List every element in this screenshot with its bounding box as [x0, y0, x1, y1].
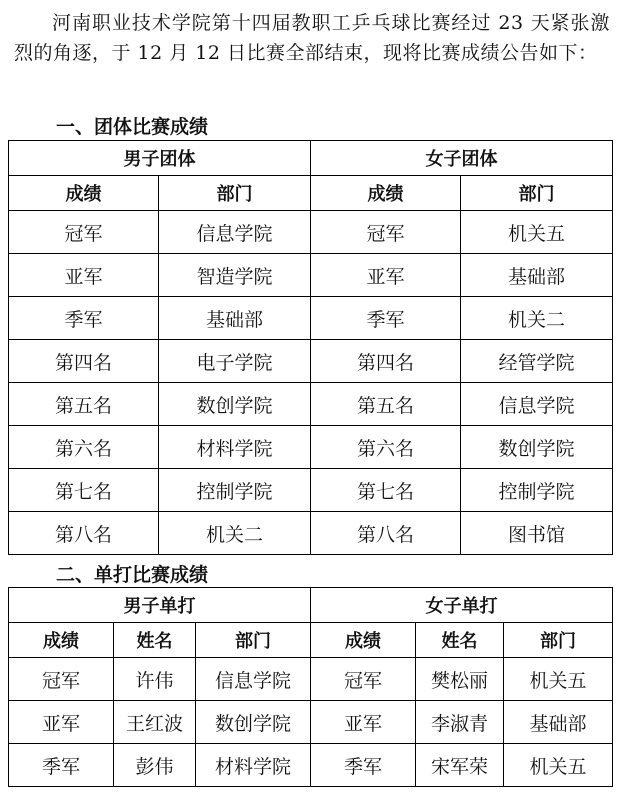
column-header-rank: 成绩 — [9, 623, 114, 658]
table-cell-m-dept: 数创学院 — [196, 701, 311, 744]
table-cell-m-dept: 信息学院 — [159, 211, 311, 254]
table-cell-m-dept: 材料学院 — [196, 744, 311, 787]
column-header-rank: 成绩 — [311, 623, 416, 658]
table-cell-m-rank: 冠军 — [9, 211, 159, 254]
table-cell-m-rank: 季军 — [9, 297, 159, 340]
table-cell-m-dept: 电子学院 — [159, 340, 311, 383]
table-row — [9, 383, 613, 426]
table-cell-w-rank: 亚军 — [311, 254, 461, 297]
men-singles-header: 男子单打 — [9, 588, 311, 623]
table-cell-w-dept: 数创学院 — [461, 426, 613, 469]
column-header-dept: 部门 — [196, 623, 311, 658]
table-cell-w-dept: 机关五 — [504, 744, 613, 787]
table-cell-m-name: 许伟 — [114, 658, 196, 701]
table-cell-w-dept: 控制学院 — [461, 469, 613, 512]
announcement-intro: 河南职业技术学院第十四届教职工乒乓球比赛经过 23 天紧张激烈的角逐，于 12 月 12 日比赛全部结束，现将比赛成绩公告如下： — [14, 12, 610, 64]
column-header-dept: 部门 — [504, 623, 613, 658]
table-row — [9, 701, 613, 744]
table-cell-m-rank: 第七名 — [9, 469, 159, 512]
women-singles-header: 女子单打 — [311, 588, 613, 623]
table-cell-w-rank: 第六名 — [311, 426, 461, 469]
table-row — [9, 426, 613, 469]
singles-section-title: 二、单打比赛成绩 — [56, 564, 209, 586]
column-header-dept: 部门 — [159, 176, 311, 211]
table-cell-m-rank: 季军 — [9, 744, 114, 787]
table-row — [9, 512, 613, 555]
table-cell-m-rank: 冠军 — [9, 658, 114, 701]
table-cell-w-rank: 冠军 — [311, 658, 416, 701]
table-cell-m-dept: 智造学院 — [159, 254, 311, 297]
table-cell-w-rank: 季军 — [311, 297, 461, 340]
table-cell-m-dept: 数创学院 — [159, 383, 311, 426]
table-cell-m-dept: 材料学院 — [159, 426, 311, 469]
table-cell-w-dept: 基础部 — [461, 254, 613, 297]
table-cell-m-dept: 信息学院 — [196, 658, 311, 701]
team-results-table — [8, 140, 613, 555]
table-cell-w-dept: 机关二 — [461, 297, 613, 340]
table-cell-w-dept: 机关五 — [461, 211, 613, 254]
table-row — [9, 254, 613, 297]
table-cell-m-rank: 第六名 — [9, 426, 159, 469]
table-cell-w-dept: 信息学院 — [461, 383, 613, 426]
table-cell-m-name: 王红波 — [114, 701, 196, 744]
table-row — [9, 297, 613, 340]
table-row — [9, 744, 613, 787]
table-cell-m-rank: 第四名 — [9, 340, 159, 383]
column-header-name: 姓名 — [114, 623, 196, 658]
table-cell-w-name: 樊松丽 — [416, 658, 504, 701]
table-cell-m-dept: 基础部 — [159, 297, 311, 340]
table-cell-w-rank: 第八名 — [311, 512, 461, 555]
table-cell-m-rank: 亚军 — [9, 701, 114, 744]
table-cell-w-rank: 第四名 — [311, 340, 461, 383]
table-cell-m-rank: 第五名 — [9, 383, 159, 426]
men-team-header: 男子团体 — [9, 141, 311, 176]
table-cell-w-dept: 机关五 — [504, 658, 613, 701]
singles-results-table — [8, 587, 613, 787]
table-cell-m-rank: 第八名 — [9, 512, 159, 555]
team-section-title: 一、团体比赛成绩 — [56, 116, 209, 138]
table-cell-w-dept: 基础部 — [504, 701, 613, 744]
table-cell-w-dept: 图书馆 — [461, 512, 613, 555]
table-cell-w-name: 宋军荣 — [416, 744, 504, 787]
table-cell-w-rank: 季军 — [311, 744, 416, 787]
column-header-name: 姓名 — [416, 623, 504, 658]
table-cell-w-name: 李淑青 — [416, 701, 504, 744]
table-cell-w-rank: 第七名 — [311, 469, 461, 512]
column-header-dept: 部门 — [461, 176, 613, 211]
table-cell-m-dept: 机关二 — [159, 512, 311, 555]
table-cell-m-dept: 控制学院 — [159, 469, 311, 512]
table-row — [9, 211, 613, 254]
table-cell-w-rank: 冠军 — [311, 211, 461, 254]
table-cell-w-rank: 第五名 — [311, 383, 461, 426]
table-cell-w-rank: 亚军 — [311, 701, 416, 744]
column-header-rank: 成绩 — [9, 176, 159, 211]
table-row — [9, 658, 613, 701]
table-cell-w-dept: 经管学院 — [461, 340, 613, 383]
table-row — [9, 340, 613, 383]
women-team-header: 女子团体 — [311, 141, 613, 176]
table-cell-m-rank: 亚军 — [9, 254, 159, 297]
table-row — [9, 469, 613, 512]
column-header-rank: 成绩 — [311, 176, 461, 211]
table-cell-m-name: 彭伟 — [114, 744, 196, 787]
